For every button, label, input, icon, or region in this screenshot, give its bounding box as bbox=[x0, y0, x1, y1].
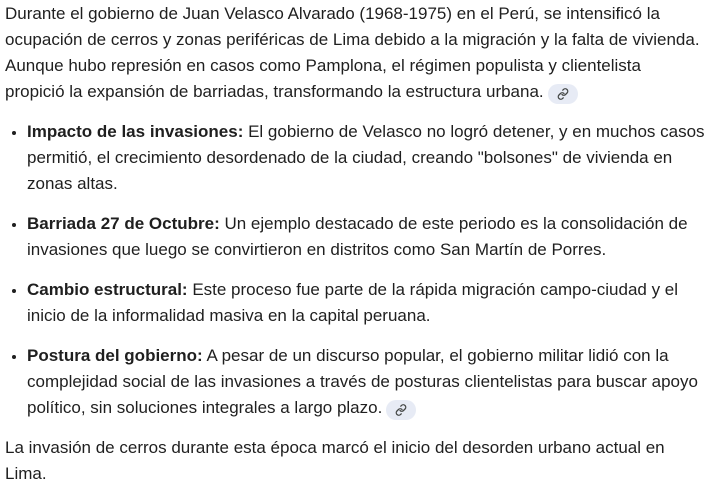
intro-text: Durante el gobierno de Juan Velasco Alvarado (1968-1975) en el Perú, se intensificó la ocupación de cerros y zonas periféricas de Lima debido a la migración y la falta de vivienda. Aunque hubo represión en casos como Pamplona, el régimen populista y clientelista propició la expansión de barriadas, transformando la estructura urbana. bbox=[5, 4, 700, 101]
citation-button[interactable] bbox=[386, 400, 416, 420]
list-item bbox=[27, 277, 705, 329]
list-item-text: A pesar de un discurso popular, el gobierno militar lidió con la complejidad social de las invasiones a través de posturas clientelistas para buscar apoyo político, sin soluciones integrales a largo plazo. bbox=[27, 346, 698, 417]
list-item-title: Impacto de las invasiones: bbox=[27, 122, 244, 141]
list-item-title: Barriada 27 de Octubre: bbox=[27, 214, 220, 233]
list-item bbox=[27, 119, 705, 197]
list-item-text: Este proceso fue parte de la rápida migración campo-ciudad y el inicio de la informalidad masiva en la capital peruana. bbox=[27, 280, 679, 325]
list-item-text: Un ejemplo destacado de este periodo es la consolidación de invasiones que luego se convirtieron en distritos como San Martín de Porres. bbox=[27, 214, 688, 259]
list-item-text: El gobierno de Velasco no logró detener, y en muchos casos permitió, el crecimiento desordenado de la ciudad, creando "bolsones" de vivienda en zonas altas. bbox=[27, 122, 705, 193]
link-icon bbox=[395, 404, 407, 416]
bullet-list bbox=[5, 119, 705, 421]
citation-button[interactable] bbox=[548, 84, 578, 104]
list-item-title: Postura del gobierno: bbox=[27, 346, 203, 365]
link-icon bbox=[557, 88, 569, 100]
intro-paragraph bbox=[5, 1, 705, 105]
list-item bbox=[27, 211, 705, 263]
outro-paragraph: La invasión de cerros durante esta época marcó el inicio del desorden urbano actual en Lima. bbox=[5, 438, 665, 483]
list-item-title: Cambio estructural: bbox=[27, 280, 188, 299]
list-item bbox=[27, 343, 705, 421]
